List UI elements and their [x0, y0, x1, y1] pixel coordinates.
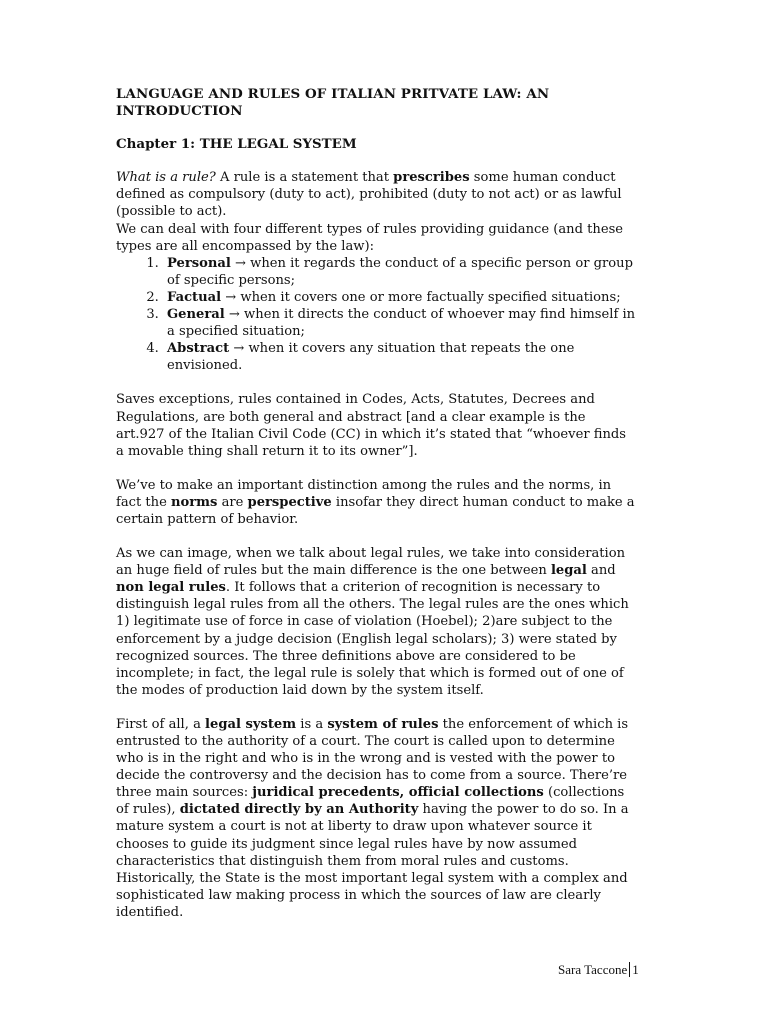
list-item: 2. Factual → when it covers one or more factually specified situations;: [163, 289, 636, 306]
paragraph-state: Historically, the State is the most important legal system with a complex and sophisticated law making process in which the sources of law are clearly identified.: [116, 870, 628, 920]
chapter-heading: Chapter 1: THE LEGAL SYSTEM: [116, 136, 357, 153]
document-title: LANGUAGE AND RULES OF ITALIAN PRITVATE LAW: AN INTRODUCTION: [116, 86, 550, 120]
paragraph-legal-system: First of all, a legal system is a system of rules the enforcement of which is entrusted to the authority of a court. The court is called upon to determine who is in the right and who is in the wrong and is vested with the power to decide the controversy and the decision has to come from a source. There’re three main sources: juridical precedents, official collections (collections of rules), dictated directly by an Authority having the power to do so. In a mature system a court is not at liberty to draw upon whatever source it chooses to guide its judgment since legal rules have by now assumed characteristics that distinguish them from moral rules and customs.: [116, 716, 629, 869]
rule-types-list: [116, 255, 636, 375]
paragraph-exceptions: Saves exceptions, rules contained in Codes, Acts, Statutes, Decrees and Regulations, are both general and abstract [and a clear example is the art.927 of the Italian Civil Code (CC) in which it’s stated that “whoever finds a movable thing shall return it to its owner”].: [116, 392, 627, 459]
paragraph-rules-vs-norms: We’ve to make an important distinction among the rules and the norms, in fact the norms are perspective insofar they direct human conduct to make a certain pattern of behavior.: [116, 477, 635, 527]
list-item: 1. Personal → when it regards the conduct of a specific person or group of specific persons;: [163, 255, 636, 289]
footer-divider: [629, 962, 630, 977]
question-text: What is a rule?: [116, 170, 216, 186]
arrow-icon: →: [234, 255, 246, 271]
paragraph-what-is-a-rule: What is a rule? A rule is a statement that prescribes some human conduct defined as compulsory (duty to act), prohibited (duty to not act) or as lawful (possible to act).: [116, 170, 622, 220]
arrow-icon: →: [225, 289, 237, 305]
list-item: 4. Abstract → when it covers any situation that repeats the one envisioned.: [163, 340, 636, 374]
list-item: 3. General → when it directs the conduct of whoever may find himself in a specified situation;: [163, 306, 636, 340]
page-footer: [558, 962, 639, 978]
arrow-icon: →: [233, 341, 245, 357]
document-body: [116, 86, 636, 921]
paragraph-legal-rules: As we can image, when we talk about legal rules, we take into consideration an huge field of rules but the main difference is the one between legal and non legal rules. It follows that a criterion of recognition is necessary to distinguish legal rules from all the others. The legal rules are the ones which 1) legitimate use of force in case of violation (Hoebel); 2)are subject to the enforcement by a judge decision (English legal scholars); 3) were stated by recognized sources. The three definitions above are considered to be incomplete; in fact, the legal rule is solely that which is formed out of one of the modes of production laid down by the system itself.: [116, 546, 629, 698]
page-number: 1: [632, 962, 639, 977]
author-name: Sara Taccone: [558, 962, 628, 977]
arrow-icon: →: [228, 307, 240, 323]
paragraph-rule-types-intro: We can deal with four different types of rules providing guidance (and these types are all encompassed by the law):: [116, 221, 624, 254]
